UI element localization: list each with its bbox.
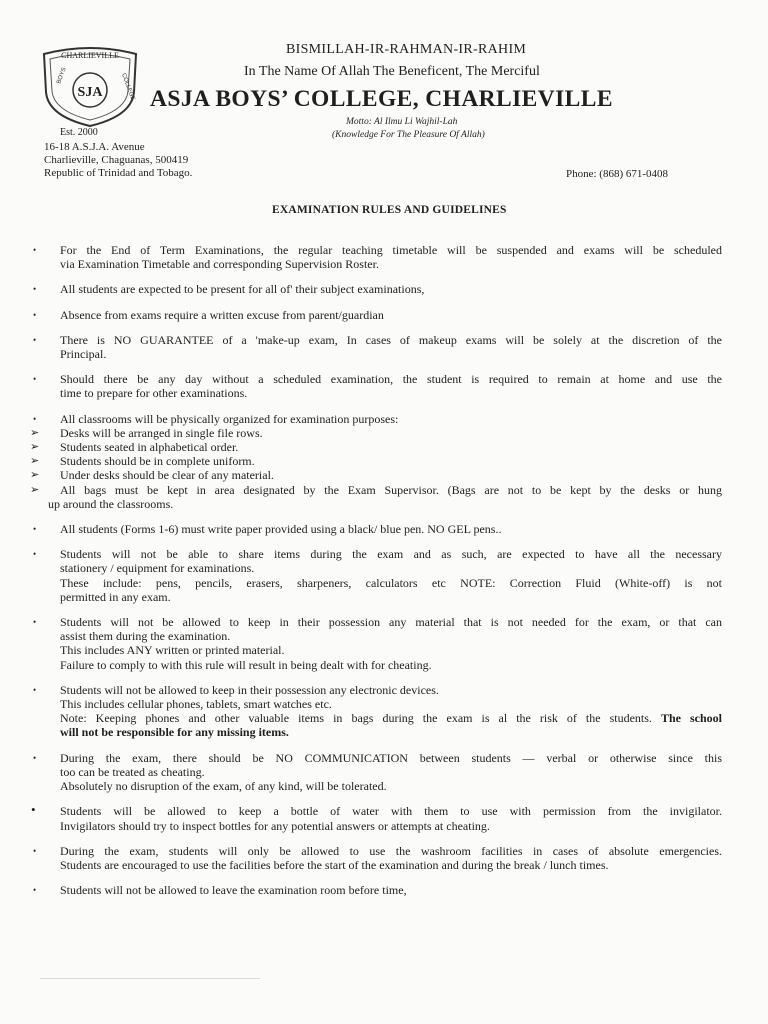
rule-item: • All classrooms will be physically organized for examination purposes: ➢ Desks will be arranged in single file rows. ➢ Students seated in alphabetical order. ➢ Students should be in complete uniform. ➢ Under desks should be clear of any material. ➢ All bags must be kept in area designated by the Exam Supervisor. (Bags are not to be kept by the desks or hung up around the classrooms. — [30, 411, 722, 511]
bullet-icon: • — [33, 413, 37, 424]
rule-item: • Students will not be allowed to keep in their possession any material that is not needed for the exam, or that can assist them during the examination. This includes ANY written or printed material. Failure to comply to with this rule will result in being dealt with for cheating. — [33, 615, 722, 672]
divider — [40, 978, 260, 979]
rule-item: • There is NO GUARANTEE of a 'make-up exam, In cases of makeup exams will be solely at the discretion of the Principal. — [33, 332, 722, 362]
arrow-bullet-icon: ➢ — [30, 483, 40, 496]
bullet-icon: • — [33, 245, 37, 255]
established-year: Est. 2000 — [60, 127, 98, 138]
bullet-icon: • — [33, 374, 37, 385]
rule-item: • During the exam, students will only be allowed to use the washroom facilities in cases of absolute emergencies. Students are encouraged to use the facilities before the start of the examination and during the break / lunch times. — [33, 843, 722, 872]
bullet-icon: • — [33, 845, 37, 856]
rules-list — [30, 243, 722, 908]
rule-item: • Students will not be able to share items during the exam and as such, are expected to have all the necessary stationery / equipment for examinations. These include: pens, pencils, erasers, sharpeners, calculators etc NOTE: Correction Fluid (White-off) is not permitted in any exam. — [33, 547, 722, 604]
bullet-icon: • — [33, 309, 37, 320]
sub-item: ➢ All bags must be kept in area designated by the Exam Supervisor. (Bags are not to be kept by the desks or hung up around the classrooms. — [30, 482, 722, 511]
rule-item: • Should there be any day without a scheduled examination, the student is required to remain at home and use the time to prepare for other examinations. — [33, 372, 722, 401]
svg-text:COLLEGE: COLLEGE — [120, 72, 136, 102]
bullet-icon: • — [33, 284, 37, 295]
address-line: Charlieville, Chaguanas, 500419 — [44, 154, 189, 166]
sub-item: ➢ Under desks should be clear of any material. — [30, 468, 274, 483]
bullet-icon: • — [33, 549, 37, 560]
rule-item: • All students (Forms 1-6) must write paper provided using a black/ blue pen. NO GEL pens.. — [33, 522, 502, 537]
bullet-icon: • — [33, 617, 37, 628]
rule-item: • During the exam, there should be NO COMMUNICATION between students — verbal or otherwise since this too can be treated as cheating. Absolutely no disruption of the exam, of any kind, will be tolerated. — [33, 750, 722, 794]
bullet-icon: • — [33, 334, 37, 345]
bullet-icon: • — [33, 684, 37, 695]
sub-list — [30, 425, 722, 511]
college-motto-translation: (Knowledge For The Pleasure Of Allah) — [332, 130, 485, 140]
arrow-bullet-icon: ➢ — [30, 441, 40, 454]
bismillah-heading: BISMILLAH-IR-RAHMAN-IR-RAHIM — [286, 42, 527, 57]
address-line: 16-18 A.S.J.A. Avenue — [44, 141, 145, 153]
arrow-bullet-icon: ➢ — [30, 455, 40, 468]
bullet-icon: • — [33, 752, 37, 763]
sub-item: ➢ Desks will be arranged in single file rows. — [30, 425, 263, 440]
rule-item: • Students will not be allowed to leave the examination room before time, — [33, 883, 407, 898]
phone-number: Phone: (868) 671-0408 — [566, 168, 669, 180]
college-crest-logo — [38, 44, 142, 128]
bullet-icon: • — [33, 524, 37, 535]
svg-text:CHARLIEVILLE: CHARLIEVILLE — [61, 51, 119, 60]
rule-item: • Students will be allowed to keep a bottle of water with them to use with permission from the invigilator. Invigilators should try to inspect bottles for any potential answers or attempts at cheating. — [31, 802, 722, 833]
sub-item: ➢ Students seated in alphabetical order. — [30, 440, 239, 455]
college-name: ASJA BOYS’ COLLEGE, CHARLIEVILLE — [150, 86, 613, 112]
arrow-bullet-icon: ➢ — [30, 426, 40, 439]
sub-item: ➢ Students should be in complete uniform. — [30, 454, 255, 469]
arrow-bullet-icon: ➢ — [30, 469, 40, 482]
rule-item: • All students are expected to be present for all of' their subject examinations, — [33, 282, 425, 297]
college-motto: Motto: Al Ilmu Li Wajhil-Lah — [346, 117, 458, 127]
invocation-subheading: In The Name Of Allah The Beneficent, The Merciful — [244, 64, 540, 79]
bullet-icon: • — [31, 802, 36, 818]
rule-item: • For the End of Term Examinations, the regular teaching timetable will be suspended and exams will be scheduled via Examination Timetable and corresponding Supervision Roster. — [33, 243, 722, 272]
bullet-icon: • — [33, 885, 37, 896]
address-line: Republic of Trinidad and Tobago. — [44, 167, 193, 179]
rule-item: • Absence from exams require a written excuse from parent/guardian — [33, 307, 384, 322]
svg-text:SJA: SJA — [77, 85, 103, 100]
svg-text:BOYS: BOYS — [56, 66, 68, 85]
rule-item: • Students will not be allowed to keep in their possession any electronic devices. This includes cellular phones, tablets, smart watches etc. Note: Keeping phones and other valuable items in bags during the exam is al the risk of the students. The school will not be responsible for any missing items. — [33, 682, 722, 740]
document-title: EXAMINATION RULES AND GUIDELINES — [272, 204, 507, 216]
address-block — [44, 141, 192, 180]
